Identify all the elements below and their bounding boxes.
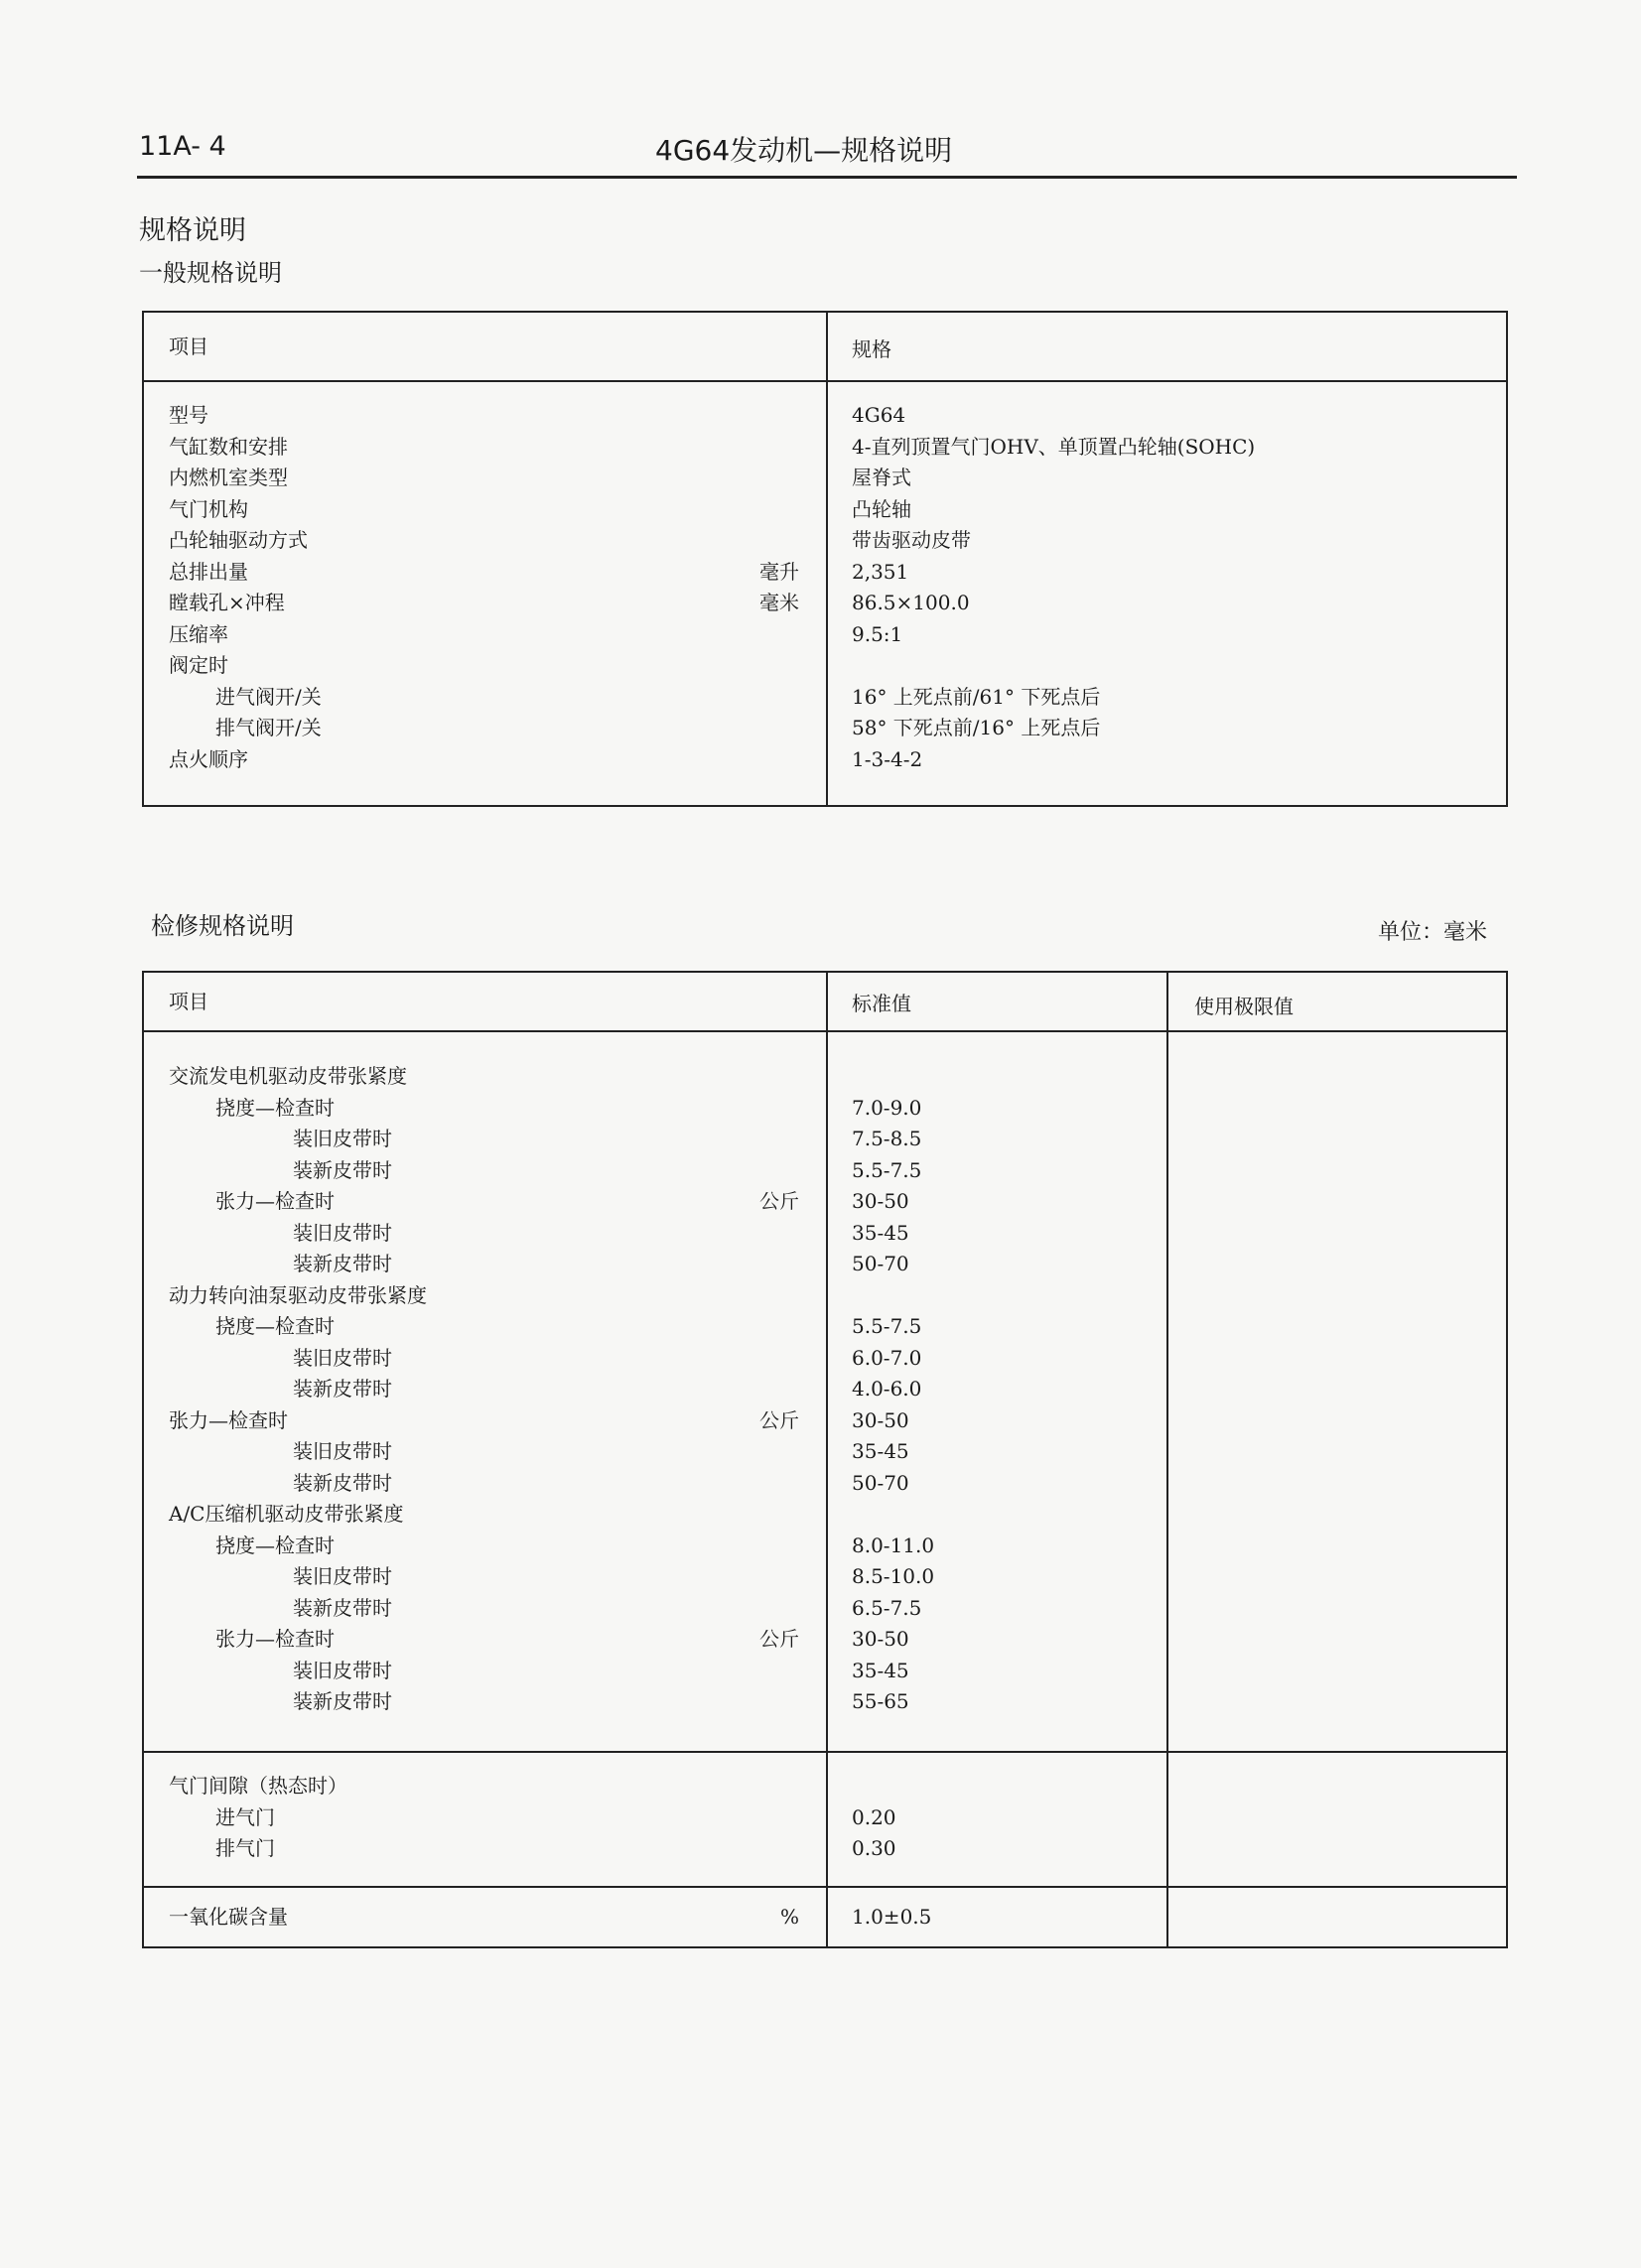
row-item-label: 装新皮带时 — [293, 1470, 392, 1495]
row-item-label: 内燃机室类型 — [169, 466, 288, 489]
row-item-label: 装新皮带时 — [293, 1377, 392, 1401]
column-header-standard: 标准值 — [852, 992, 911, 1015]
row-value: 86.5×100.0 — [852, 591, 970, 614]
row-unit — [740, 1249, 799, 1280]
row-item-label: 气门间隙（热态时） — [169, 1774, 347, 1798]
column-header-item: 项目 — [169, 990, 208, 1013]
co-content-units — [740, 1902, 799, 1934]
row-unit — [740, 1155, 799, 1187]
row-item-label: 动力转向油泵驱动皮带张紧度 — [169, 1282, 427, 1307]
row-value: 30-50 — [852, 1627, 909, 1651]
row-item-label: 凸轮轴驱动方式 — [169, 528, 308, 552]
row-value: 1.0±0.5 — [852, 1905, 932, 1929]
row-item-label: 排气阀开/关 — [215, 716, 322, 739]
row-item-label: 型号 — [169, 403, 208, 427]
valve-clearance-items — [169, 1771, 347, 1865]
row-value: 1-3-4-2 — [852, 746, 923, 771]
row-item-label: 进气阀开/关 — [215, 684, 322, 709]
row-value: 16° 上死点前/61° 下死点后 — [852, 684, 1101, 709]
row-value: 5.5-7.5 — [852, 1157, 922, 1182]
row-item-label: 装旧皮带时 — [293, 1439, 392, 1463]
row-unit — [740, 1499, 799, 1531]
column-header-spec: 规格 — [852, 337, 891, 361]
row-unit — [740, 1061, 799, 1093]
row-value — [852, 1499, 934, 1531]
row-unit — [740, 682, 799, 714]
row-value: 6.0-7.0 — [852, 1345, 922, 1370]
table-divider — [142, 380, 1508, 382]
row-item-label: 装新皮带时 — [293, 1595, 392, 1620]
row-item-label: 交流发电机驱动皮带张紧度 — [169, 1064, 407, 1088]
belt-tension-items — [169, 1061, 427, 1718]
row-value: 55-65 — [852, 1689, 909, 1713]
row-unit — [740, 1468, 799, 1500]
column-header-item: 项目 — [169, 334, 208, 358]
belt-tension-values — [852, 1061, 934, 1718]
row-item-label: 张力—检查时 — [215, 1189, 335, 1213]
row-unit — [740, 463, 799, 494]
row-value: 2,351 — [852, 559, 909, 584]
row-value: 8.0-11.0 — [852, 1533, 935, 1557]
row-unit — [740, 1280, 799, 1312]
table-divider — [142, 1030, 1508, 1032]
row-unit — [740, 1311, 799, 1343]
table-divider — [142, 1886, 1508, 1888]
row-item-label: 装新皮带时 — [293, 1252, 392, 1275]
general-units-column — [740, 400, 799, 775]
row-unit — [740, 1218, 799, 1250]
row-value — [852, 650, 1255, 682]
row-value: 58° 下死点前/16° 上死点后 — [852, 716, 1101, 739]
general-spec-table — [142, 311, 1508, 807]
row-unit — [740, 1686, 799, 1718]
row-item-label: 张力—检查时 — [169, 1407, 288, 1432]
row-value — [852, 1061, 934, 1093]
row-unit — [740, 1771, 799, 1802]
row-item-label: 装新皮带时 — [293, 1157, 392, 1182]
valve-clearance-units — [740, 1771, 799, 1865]
row-unit — [740, 1561, 799, 1593]
row-unit — [740, 744, 799, 776]
row-item-label: 张力—检查时 — [215, 1627, 335, 1651]
row-value: 7.5-8.5 — [852, 1127, 922, 1150]
row-value: 0.20 — [852, 1804, 896, 1829]
row-value: 8.5-10.0 — [852, 1564, 935, 1588]
row-value: 4G64 — [852, 403, 906, 427]
row-item-label: 挠度—检查时 — [215, 1095, 335, 1120]
row-value: 0.30 — [852, 1836, 896, 1860]
row-value: 9.5:1 — [852, 621, 903, 646]
row-value: 50-70 — [852, 1252, 909, 1275]
row-unit — [740, 1833, 799, 1865]
table-divider — [142, 1751, 1508, 1753]
row-item-label: 挠度—检查时 — [215, 1314, 335, 1338]
row-value: 30-50 — [852, 1189, 909, 1213]
row-item-label: 气门机构 — [169, 496, 248, 521]
row-unit: 毫升 — [759, 559, 799, 584]
table-divider — [1166, 971, 1168, 1948]
row-unit: 公斤 — [759, 1189, 799, 1213]
row-unit: 公斤 — [759, 1627, 799, 1651]
row-value: 6.5-7.5 — [852, 1595, 922, 1620]
general-values-column — [852, 400, 1255, 775]
row-unit — [740, 1531, 799, 1562]
row-value: 7.0-9.0 — [852, 1095, 922, 1120]
row-unit — [740, 525, 799, 557]
page-title: 4G64发动机—规格说明 — [655, 134, 953, 167]
co-content-items — [169, 1902, 288, 1934]
row-value: 35-45 — [852, 1658, 909, 1682]
general-spec-title: 一般规格说明 — [139, 259, 282, 287]
row-item-label: 阀定时 — [169, 653, 228, 677]
header-rule — [137, 176, 1517, 179]
row-unit: 毫米 — [759, 591, 799, 614]
row-unit — [740, 1093, 799, 1125]
row-item-label: 装旧皮带时 — [293, 1564, 392, 1588]
row-unit: % — [779, 1905, 799, 1929]
general-items-column — [169, 400, 322, 775]
row-unit — [740, 619, 799, 651]
row-unit: 公斤 — [759, 1407, 799, 1432]
row-unit — [740, 432, 799, 464]
row-value: 35-45 — [852, 1220, 909, 1245]
row-item-label: 挠度—检查时 — [215, 1533, 335, 1557]
unit-note: 单位：毫米 — [1378, 920, 1488, 945]
row-value: 带齿驱动皮带 — [852, 528, 971, 552]
row-unit — [740, 1593, 799, 1625]
row-item-label: 进气门 — [215, 1804, 275, 1829]
row-item-label: 装旧皮带时 — [293, 1658, 392, 1682]
table-divider — [826, 971, 828, 1948]
row-item-label: A/C压缩机驱动皮带张紧度 — [169, 1502, 404, 1526]
row-unit — [740, 1436, 799, 1468]
row-unit — [740, 1656, 799, 1687]
row-value — [852, 1280, 934, 1312]
row-unit — [740, 400, 799, 432]
row-item-label: 一氧化碳含量 — [169, 1905, 288, 1929]
row-item-label: 装旧皮带时 — [293, 1345, 392, 1370]
row-item-label: 装旧皮带时 — [293, 1220, 392, 1245]
row-value: 35-45 — [852, 1439, 909, 1463]
row-value: 5.5-7.5 — [852, 1314, 922, 1338]
row-unit — [740, 494, 799, 526]
co-content-values — [852, 1902, 931, 1934]
table-divider — [826, 311, 828, 807]
row-value — [852, 1771, 896, 1802]
row-item-label: 瞠载孔×冲程 — [169, 591, 285, 614]
row-item-label: 装旧皮带时 — [293, 1127, 392, 1150]
row-unit — [740, 1802, 799, 1834]
row-item-label: 点火顺序 — [169, 746, 248, 771]
row-item-label: 装新皮带时 — [293, 1689, 392, 1713]
row-unit — [740, 1374, 799, 1405]
column-header-limit: 使用极限值 — [1194, 995, 1294, 1018]
belt-tension-units — [740, 1061, 799, 1718]
row-item-label: 排气门 — [215, 1836, 275, 1860]
row-value: 4-直列顶置气门OHV、单顶置凸轮轴(SOHC) — [852, 434, 1256, 459]
row-value: 30-50 — [852, 1407, 909, 1432]
row-item-label: 气缸数和安排 — [169, 434, 288, 459]
row-unit — [740, 713, 799, 744]
page-number: 11A- 4 — [139, 131, 226, 162]
row-value: 50-70 — [852, 1470, 909, 1495]
valve-clearance-values — [852, 1771, 896, 1865]
row-item-label: 总排出量 — [169, 559, 248, 584]
row-value: 屋脊式 — [852, 466, 911, 489]
service-spec-title: 检修规格说明 — [151, 912, 294, 940]
row-value: 凸轮轴 — [852, 496, 911, 521]
row-unit — [740, 650, 799, 682]
section-title: 规格说明 — [139, 215, 246, 246]
row-unit — [740, 1343, 799, 1375]
row-unit — [740, 1124, 799, 1155]
row-item-label: 压缩率 — [169, 621, 228, 646]
row-value: 4.0-6.0 — [852, 1377, 922, 1401]
